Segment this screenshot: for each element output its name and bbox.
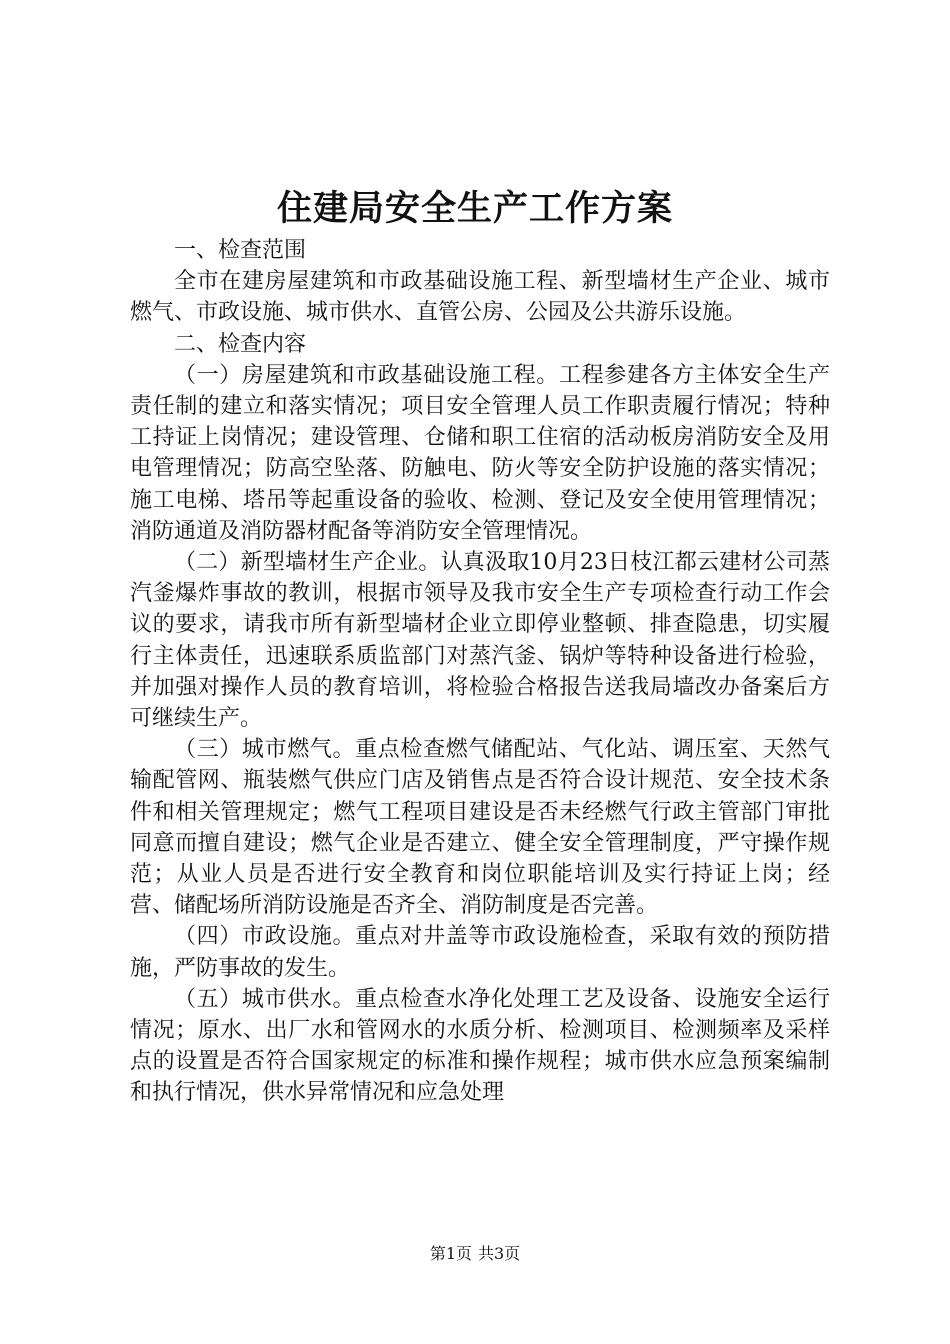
paragraph: （五）城市供水。重点检查水净化处理工艺及设备、设施安全运行情况；原水、出厂水和管网水的水质分析、检测项目、检测频率及采样点的设置是否符合国家规定的标准和操作规程；城市供水应急预案编制和执行情况，供水异常情况和应急处理 bbox=[130, 986, 830, 1106]
section-heading: 二、检查内容 bbox=[174, 331, 307, 357]
document-title: 住建局安全生产工作方案 bbox=[276, 189, 673, 229]
paragraph: 全市在建房屋建筑和市政基础设施工程、新型墙材生产企业、城市燃气、市政设施、城市供水、直管公房、公园及公共游乐设施。 bbox=[130, 269, 830, 326]
page-footer bbox=[0, 1244, 950, 1264]
paragraph: （四）市政设施。重点对井盖等市政设施检查，采取有效的预防措施，严防事故的发生。 bbox=[130, 924, 830, 981]
section-heading: 一、检查范围 bbox=[174, 238, 307, 263]
paragraph: （三）城市燃气。重点检查燃气储配站、气化站、调压室、天然气输配管网、瓶装燃气供应门店及销售点是否符合设计规范、安全技术条件和相关管理规定；燃气工程项目建设是否未经燃气行政主管部门审批同意而擅自建设；燃气企业是否建立、健全安全管理制度，严守操作规范；从业人员是否进行安全教育和岗位职能培训及实行持证上岗；经营、储配场所消防设施是否齐全、消防制度是否完善。 bbox=[130, 737, 830, 919]
page-number: 第1页 bbox=[429, 1244, 472, 1263]
page-total: 共3页 bbox=[478, 1244, 521, 1263]
document-body bbox=[130, 235, 830, 1109]
paragraph: （二）新型墙材生产企业。认真汲取10月23日枝江都云建材公司蒸汽釜爆炸事故的教训，根据市领导及我市安全生产专项检查行动工作会议的要求，请我市所有新型墙材企业立即停业整顿、排查隐患，切实履行主体责任，迅速联系质监部门对蒸汽釜、锅炉等特种设备进行检验，并加强对操作人员的教育培训，将检验合格报告送我局墙改办备案后方可继续生产。 bbox=[130, 550, 830, 732]
paragraph: （一）房屋建筑和市政基础设施工程。工程参建各方主体安全生产责任制的建立和落实情况；项目安全管理人员工作职责履行情况；特种工持证上岗情况；建设管理、仓储和职工住宿的活动板房消防安全及用电管理情况；防高空坠落、防触电、防火等安全防护设施的落实情况；施工电梯、塔吊等起重设备的验收、检测、登记及安全使用管理情况；消防通道及消防器材配备等消防安全管理情况。 bbox=[130, 362, 830, 544]
